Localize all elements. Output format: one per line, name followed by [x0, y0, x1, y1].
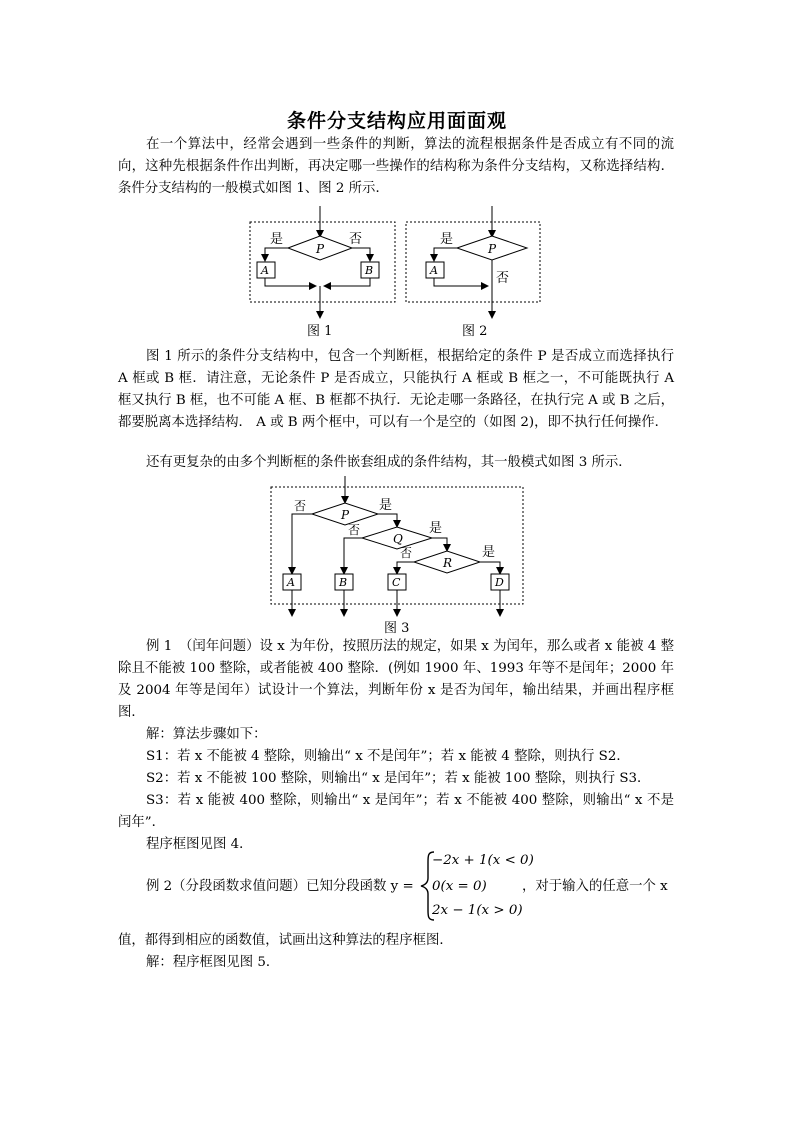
- svg-text:否: 否: [348, 523, 361, 537]
- nested-intro: 还有更复杂的由多个判断框的条件嵌套组成的条件结构，其一般模式如图 3 所示．: [146, 455, 632, 470]
- svg-text:A: A: [261, 264, 269, 277]
- figure-1-flowchart: [245, 206, 400, 341]
- svg-text:是: 是: [482, 545, 496, 560]
- piece-2: 0(x = 0): [432, 879, 487, 894]
- intro-paragraph: 在一个算法中，经常会遇到一些条件的判断，算法的流程根据条件是否成立有不同的流向，这种先根据条件作出判断，再决定哪一些操作的结构称为条件分支结构，又称选择结构．条件分支结构的一般模式如图 1、图 2 所示．: [118, 137, 674, 196]
- solution-2: 解：程序框图见图 5．: [146, 955, 280, 970]
- svg-text:否: 否: [294, 499, 307, 513]
- fig3-caption: 图 3: [384, 621, 410, 636]
- fig2-yes-label: 是: [440, 232, 454, 247]
- fig1-cond-label: P: [316, 242, 325, 256]
- solution-1-intro: 解：算法步骤如下：: [146, 727, 267, 742]
- fig2-caption: 图 2: [462, 324, 488, 339]
- svg-text:是: 是: [379, 498, 393, 513]
- piece-3: 2x − 1(x > 0): [432, 903, 523, 918]
- svg-text:Q: Q: [393, 532, 403, 546]
- fig1-caption: 图 1: [307, 324, 333, 339]
- svg-text:P: P: [341, 508, 350, 522]
- page-title: 条件分支结构应用面面观: [286, 110, 507, 132]
- svg-text:D: D: [495, 576, 504, 589]
- step-s3: S3：若 x 能被 400 整除，则输出“ x 是闰年”；若 x 不能被 400 整除，则输出“ x 不是闰年”．: [118, 793, 674, 830]
- example-1: 例 1 （闰年问题）设 x 为年份，按照历法的规定，如果 x 为闰年，那么或者 x 能被 4 整除且不能被 100 整除，或者能被 400 整除．(例如 1900 年、1993 年等不是闰年；2000 年及 2004 年等是闰年）试设计一个算法，判断年份 x 是否为闰年，输出结果，并画出程序框图．: [118, 639, 674, 720]
- svg-text:是: 是: [429, 521, 443, 536]
- svg-text:A: A: [430, 264, 438, 277]
- step-s1: S1：若 x 不能被 4 整除，则输出“ x 不是闰年”；若 x 能被 4 整除，则执行 S2．: [146, 749, 630, 764]
- svg-text:否: 否: [400, 546, 413, 560]
- example-2-tail: ，对于输入的任意一个 x: [522, 879, 668, 894]
- svg-text:B: B: [365, 264, 374, 277]
- svg-text:R: R: [443, 556, 453, 570]
- step-s2: S2：若 x 不能被 100 整除，则输出“ x 是闰年”；若 x 能被 100 整除，则执行 S3．: [146, 771, 651, 786]
- svg-text:A: A: [287, 576, 295, 589]
- svg-text:C: C: [392, 576, 401, 589]
- figure-2-flowchart: [404, 206, 544, 341]
- example-2-continuation: 值，都得到相应的函数值，试画出这种算法的程序框图．: [118, 933, 453, 948]
- figure-3-flowchart: [268, 476, 528, 636]
- explanation-paragraph: 图 1 所示的条件分支结构中，包含一个判断框，根据给定的条件 P 是否成立而选择执行 A 框或 B 框．请注意，无论条件 P 是否成立，只能执行 A 框或 B 框之一，不可能既执行 A 框又执行 B 框，也不可能 A 框、B 框都不执行．无论走哪一条路径，在执行完 A 或 B 之后，都要脱离本选择结构． A 或 B 两个框中，可以有一个是空的（如图 2)，即不执行任何操作．: [118, 349, 674, 430]
- svg-text:B: B: [339, 576, 348, 589]
- piece-1: −2x + 1(x < 0): [432, 853, 534, 868]
- fig1-yes-label: 是: [270, 232, 284, 247]
- svg-text:P: P: [488, 242, 497, 256]
- see-figure-4: 程序框图见图 4．: [146, 837, 253, 852]
- fig2-no-label: 否: [496, 271, 510, 286]
- example-2-lead: 例 2（分段函数求值问题）已知分段函数 y =: [146, 879, 414, 894]
- fig1-no-label: 否: [349, 232, 363, 247]
